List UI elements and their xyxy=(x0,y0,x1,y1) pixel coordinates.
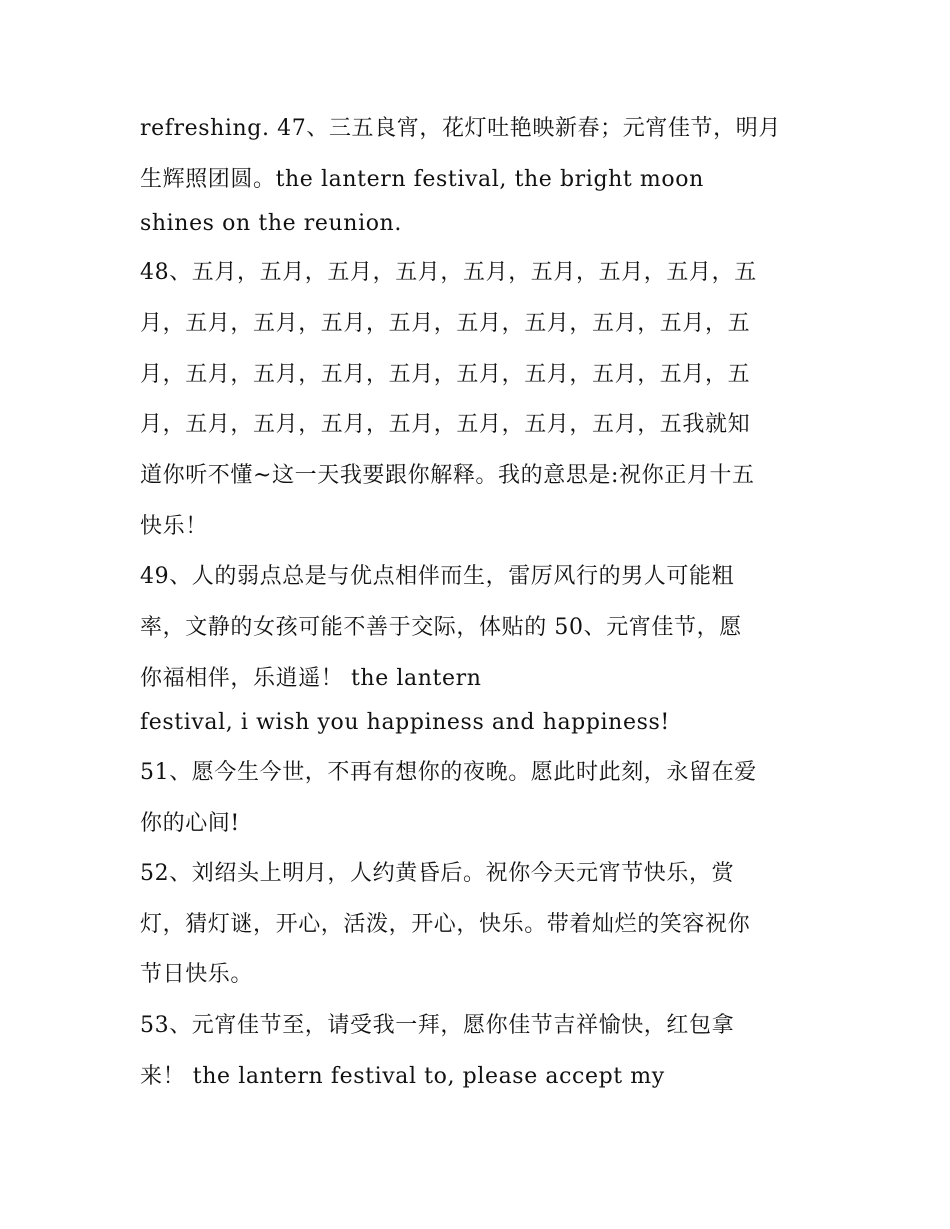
text-line: 53、元宵佳节至，请受我一拜，愿你佳节吉祥愉快，红包拿 xyxy=(140,1013,735,1038)
text-line: 来！ the lantern festival to, please accept my xyxy=(140,1064,665,1089)
text-line: festival, i wish you happiness and happiness! xyxy=(140,710,670,735)
text-line: 你福相伴，乐逍遥！ the lantern xyxy=(140,666,482,691)
text-line: 月，五月，五月，五月，五月，五月，五月，五月，五月，五 xyxy=(140,311,751,336)
text-line: 快乐！ xyxy=(140,514,208,539)
text-line: 道你听不懂~这一天我要跟你解释。我的意思是:祝你正月十五 xyxy=(140,463,755,488)
text-line: 生辉照团圆。the lantern festival, the bright moon xyxy=(140,167,704,192)
text-line: 月，五月，五月，五月，五月，五月，五月，五月，五月，五 xyxy=(140,362,751,387)
text-line: 月，五月，五月，五月，五月，五月，五月，五月，五我就知 xyxy=(140,412,751,437)
text-line: 52、刘绍头上明月，人约黄昏后。祝你今天元宵节快乐，赏 xyxy=(140,861,735,886)
text-line: 49、人的弱点总是与优点相伴而生，雷厉风行的男人可能粗 xyxy=(140,564,735,589)
text-line: 节日快乐。 xyxy=(140,962,254,987)
text-line: 你的心间! xyxy=(140,811,240,836)
text-line: refreshing. 47、三五良宵，花灯吐艳映新春；元宵佳节，明月 xyxy=(140,116,781,141)
text-line: 48、五月，五月，五月，五月，五月，五月，五月，五月，五 xyxy=(140,260,757,285)
text-line: shines on the reunion. xyxy=(140,211,402,236)
text-line: 率，文静的女孩可能不善于交际，体贴的 50、元宵佳节，愿 xyxy=(140,615,742,640)
text-line: 51、愿今生今世，不再有想你的夜晚。愿此时此刻，永留在爱 xyxy=(140,760,757,785)
text-line: 灯，猜灯谜，开心，活泼，开心，快乐。带着灿烂的笑容祝你 xyxy=(140,912,751,937)
